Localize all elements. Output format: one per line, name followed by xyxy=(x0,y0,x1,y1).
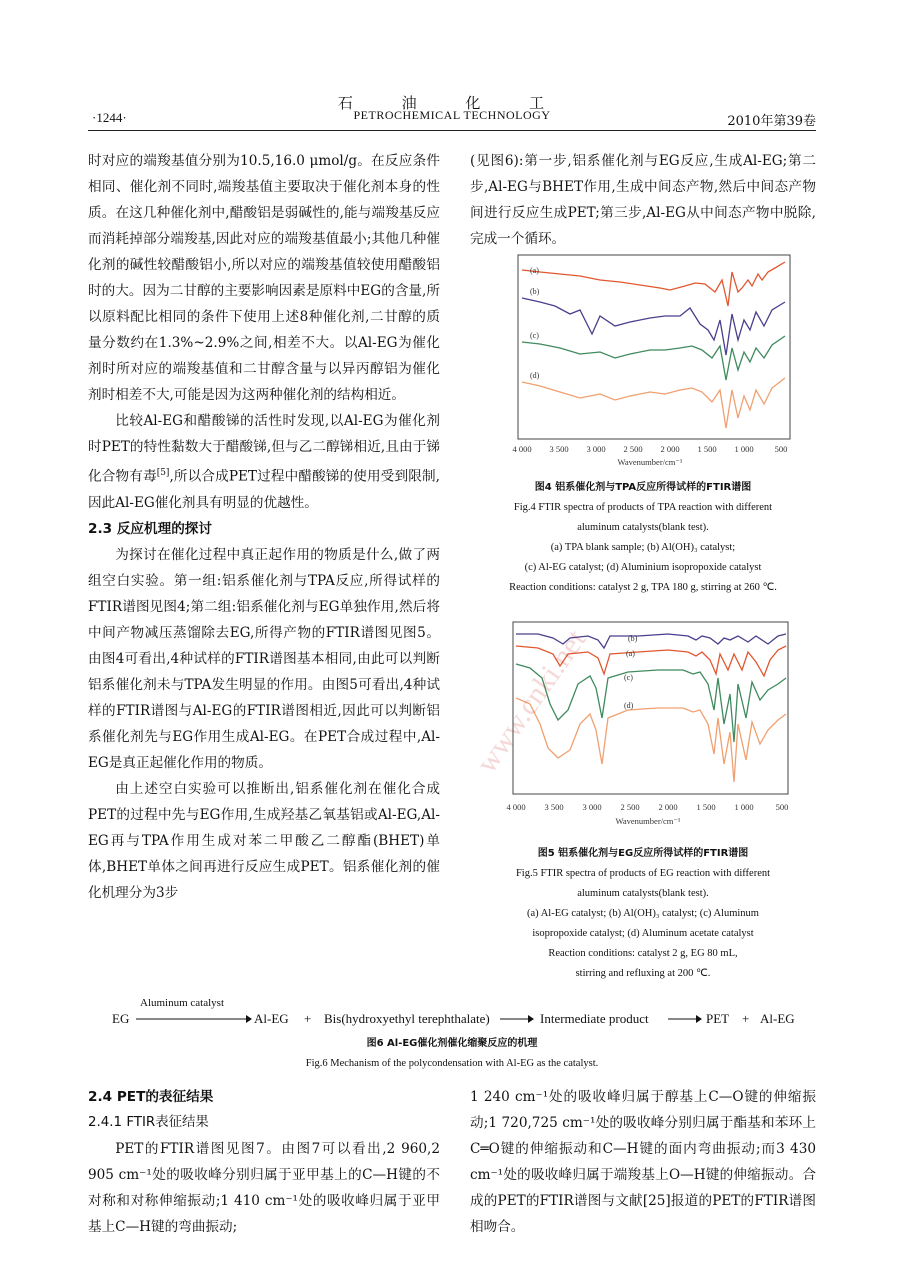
fig5-plot xyxy=(498,614,800,832)
mech-al-eg: Al-EG xyxy=(254,1011,289,1026)
fig5-tick: 1 000 xyxy=(734,802,754,812)
fig4-legend1: (a) TPA blank sample; (b) Al(OH)₃ catalyst; xyxy=(550,542,736,553)
fig4-tick: 3 500 xyxy=(549,444,569,454)
watermark: www.cnki.net xyxy=(470,623,593,779)
fig4-caption-cn: 图4 铝系催化剂与TPA反应所得试样的FTIR谱图 xyxy=(534,482,752,493)
journal-title-en: PETROCHEMICAL TECHNOLOGY xyxy=(353,108,551,122)
paragraph-3: 为探讨在催化过程中真正起作用的物质是什么,做了两组空白实验。第一组:铝系催化剂与TPA反应,所得试样的FTIR谱图见图4;第二组:铝系催化剂与EG单独作用,然后将中间产物减压蒸馏除去EG,所得产物的FTIR谱图见图5。由图4可看出,4种试样的FTIR谱图基本相同,由此可以判断铝系催化剂未与TPA发生明显的作用。由图5可看出,4种试样的FTIR谱图与Al-EG的FTIR谱图相近,因此可以判断铝系催化剂先与EG作用生成Al-EG。在PET合成过程中,Al-EG是真正起催化作用的物质。 xyxy=(88,546,440,771)
fig6-caption-en: Fig.6 Mechanism of the polycondensation with Al-EG as the catalyst. xyxy=(305,1058,599,1069)
fig4-tick: 1 500 xyxy=(697,444,717,454)
fig5-tick: 3 000 xyxy=(582,802,602,812)
fig5-caption-en2: aluminum catalysts(blank test). xyxy=(577,888,709,899)
citation: [5] xyxy=(156,468,170,478)
fig5-conditions1: Reaction conditions: catalyst 2 g, EG 80 mL, xyxy=(548,948,738,959)
fig4-tick: 4 000 xyxy=(512,444,532,454)
mech-plus-2: + xyxy=(742,1011,750,1026)
fig4-tick: 500 xyxy=(774,444,788,454)
fig4-caption-en2: aluminum catalysts(blank test). xyxy=(577,522,709,533)
page-number: ·1244· xyxy=(92,110,127,125)
fig4-curve-b xyxy=(522,298,785,355)
fig5-label-c: (c) xyxy=(624,673,633,682)
mech-arrow-1 xyxy=(134,1013,252,1025)
fig4-caption-en1: Fig.4 FTIR spectra of products of TPA reaction with different xyxy=(513,502,773,513)
fig4-label-c: (c) xyxy=(530,331,539,340)
fig4-tick: 2 000 xyxy=(660,444,680,454)
bottom-right-column xyxy=(470,1084,816,1240)
bottom-right-paragraph: 1 240 cm⁻¹处的吸收峰归属于醇基上C—O键的伸缩振动;1 720,725 cm⁻¹处的吸收峰分别归属于酯基和苯环上C═O键的伸缩振动和C—H键的面内弯曲振动;而3 430 cm⁻¹处的吸收峰归属于端羧基上O—H键的伸缩振动。合成的PET的FTIR谱图与文献[25]报道的PET的FTIR谱图相吻合。 xyxy=(470,1089,816,1235)
paragraph-2 xyxy=(88,408,440,516)
mech-plus-1: + xyxy=(304,1011,312,1026)
fig4-tick: 2 500 xyxy=(623,444,643,454)
fig4-caption xyxy=(470,478,816,598)
fig4-label-b: (b) xyxy=(530,287,540,296)
bottom-left-paragraph: PET的FTIR谱图见图7。由图7可以看出,2 960,2 905 cm⁻¹处的吸收峰分别归属于亚甲基上的C—H键的不对称和对称伸缩振动;1 410 cm⁻¹处的吸收峰归属于亚甲基上C—H键的弯曲振动; xyxy=(88,1141,440,1235)
fig4-curve-c xyxy=(522,336,785,380)
fig5-tick: 3 500 xyxy=(544,802,564,812)
fig5-conditions2: stirring and refluxing at 200 ℃. xyxy=(575,968,711,979)
paragraph-1: 时对应的端羧基值分别为10.5,16.0 μmol/g。在反应条件相同、催化剂不同时,端羧基值主要取决于催化剂本身的性质。在这几种催化剂中,醋酸铝是弱碱性的,能与端羧基反应而消耗掉部分端羧基,因此对应的端羧基值最小;其他几种催化剂的碱性较醋酸铝小,所以对应的端羧基值较使用醋酸铝时的大。因为二甘醇的主要影响因素是原料中EG的含量,所以原料配比相同的条件下使用上述8种催化剂,二甘醇的质量分数约在1.3%~2.9%之间,相差不大。以Al-EG为催化剂时所对应的端羧基值和二甘醇含量与以异丙醇铝为催化剂时相差不大,可能是因为这两种催化剂的结构相近。 xyxy=(88,153,440,403)
mech-eg: EG xyxy=(112,1011,130,1026)
fig4-xlabel: Wavenumber/cm⁻¹ xyxy=(617,457,683,467)
journal-title-cn: 石 油 化 工 xyxy=(337,94,567,112)
mech-arrow-2 xyxy=(498,1013,534,1025)
fig5-label-d: (d) xyxy=(624,701,634,710)
fig5-tick: 4 000 xyxy=(506,802,526,812)
fig6-mechanism xyxy=(112,997,812,1031)
fig5-tick: 2 000 xyxy=(658,802,678,812)
fig5-legend1: (a) Al-EG catalyst; (b) Al(OH)₃ catalyst; (c) Aluminum xyxy=(527,908,759,919)
fig4-curve-d xyxy=(522,378,785,428)
header-rule xyxy=(88,130,816,131)
fig4-curve-a xyxy=(522,262,785,306)
fig6-caption xyxy=(88,1034,816,1074)
paragraph-2-text-a: 比较Al-EG和醋酸锑的活性时发现,以Al-EG为催化剂时PET的特性黏数大于醋酸锑,但与乙二醇锑相近,且由于锑化合物有毒 xyxy=(88,413,440,485)
fig4-tick: 3 000 xyxy=(586,444,606,454)
right-column-top xyxy=(470,148,816,252)
mech-arrow-3 xyxy=(666,1013,702,1025)
paragraph-2-text-b: ,所以合成PET过程中醋酸锑的使用受到限制,因此Al-EG催化剂具有明显的优越性。 xyxy=(88,468,441,511)
fig5-caption xyxy=(470,844,816,984)
fig5-caption-cn: 图5 铝系催化剂与EG反应所得试样的FTIR谱图 xyxy=(537,848,749,859)
right-paragraph-1: (见图6):第一步,铝系催化剂与EG反应,生成Al-EG;第二步,Al-EG与BHET作用,生成中间态产物,然后中间态产物间进行反应生成PET;第三步,Al-EG从中间态产物中脱除,完成一个循环。 xyxy=(470,153,816,247)
bottom-left-column xyxy=(88,1084,440,1240)
mech-bhet: Bis(hydroxyethyl terephthalate) xyxy=(324,1011,490,1026)
fig5-tick: 2 500 xyxy=(620,802,640,812)
left-column xyxy=(88,148,440,906)
fig4-label-a: (a) xyxy=(530,266,539,275)
mech-al-eg-2: Al-EG xyxy=(760,1011,795,1026)
fig4-conditions: Reaction conditions: catalyst 2 g, TPA 180 g, stirring at 260 ℃. xyxy=(509,582,777,593)
mech-pet: PET xyxy=(706,1011,730,1026)
section-2-4-1-heading: 2.4.1 FTIR表征结果 xyxy=(88,1115,209,1130)
paragraph-4: 由上述空白实验可以推断出,铝系催化剂在催化合成PET的过程中先与EG作用,生成羟基乙氧基铝或Al-EG,Al-EG再与TPA作用生成对苯二甲酸乙二醇酯(BHET)单体,BHET单体之间再进行反应生成PET。铝系催化剂的催化机理分为3步 xyxy=(88,780,440,901)
fig4-tick: 1 000 xyxy=(734,444,754,454)
fig5-tick: 1 500 xyxy=(696,802,716,812)
fig5-curve-d xyxy=(516,698,786,782)
fig4-label-d: (d) xyxy=(530,371,540,380)
fig5-label-b: (b) xyxy=(628,634,638,643)
fig5-xlabel: Wavenumber/cm⁻¹ xyxy=(615,816,681,826)
fig6-caption-cn: 图6 Al-EG催化剂催化缩聚反应的机理 xyxy=(366,1038,538,1049)
fig5-caption-en1: Fig.5 FTIR spectra of products of EG reaction with different xyxy=(515,868,771,879)
section-2-3-heading: 2.3 反应机理的探讨 xyxy=(88,520,212,537)
fig5-legend2: isopropoxide catalyst; (d) Aluminum acetate catalyst xyxy=(532,928,754,939)
fig4-plot xyxy=(500,250,800,475)
year-volume: 2010年第39卷 xyxy=(727,114,816,129)
mech-intermediate: Intermediate product xyxy=(540,1011,649,1026)
fig5-tick: 500 xyxy=(775,802,789,812)
mech-arrow-label: Aluminum catalyst xyxy=(140,997,225,1009)
fig5-label-a: (a) xyxy=(626,649,635,658)
fig4-legend2: (c) Al-EG catalyst; (d) Aluminium isopropoxide catalyst xyxy=(524,562,762,573)
section-2-4-heading: 2.4 PET的表征结果 xyxy=(88,1089,214,1105)
